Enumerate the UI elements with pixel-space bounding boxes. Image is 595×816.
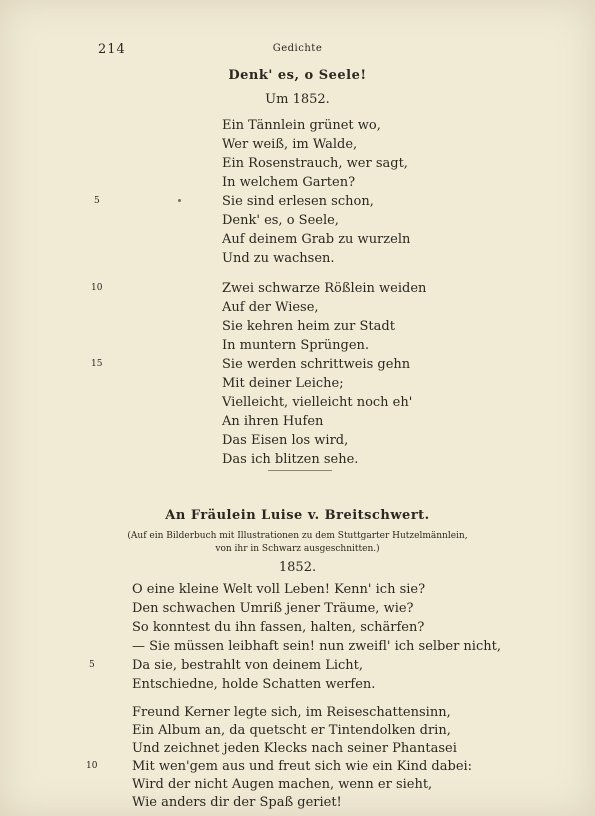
line-number: 5 [89, 660, 95, 670]
verse-line: Das ich blitzen sehe. [222, 452, 359, 467]
poem2-dedication-line1: (Auf ein Bilderbuch mit Illustrationen zu dem Stuttgarter Hutzelmännlein, [127, 531, 468, 541]
poem1-date: Um 1852. [265, 92, 330, 107]
poem1-title: Denk' es, o Seele! [228, 68, 367, 83]
verse-line: Denk' es, o Seele, [222, 213, 339, 228]
verse-line: In muntern Sprüngen. [222, 338, 370, 353]
verse-line: Freund Kerner legte sich, im Reiseschattensinn, [132, 705, 451, 720]
section-divider [268, 470, 332, 471]
verse-line: Wer weiß, im Walde, [222, 137, 358, 152]
verse-line: Ein Tännlein grünet wo, [222, 118, 381, 133]
print-speck [178, 199, 181, 202]
verse-line: Vielleicht, vielleicht noch eh' [222, 395, 413, 410]
line-number: 5 [94, 196, 100, 206]
poem2-date: 1852. [278, 560, 317, 575]
verse-line: Und zu wachsen. [222, 251, 335, 266]
poem2-title: An Fräulein Luise v. Breitschwert. [165, 508, 430, 523]
verse-line: Auf der Wiese, [222, 300, 319, 315]
verse-line: Da sie, bestrahlt von deinem Licht, [132, 658, 364, 673]
verse-line: Wie anders dir der Spaß geriet! [132, 795, 342, 810]
running-head: Gedichte [272, 43, 323, 54]
page-number: 214 [98, 42, 126, 57]
verse-line: Ein Rosenstrauch, wer sagt, [222, 156, 408, 171]
verse-line: An ihren Hufen [222, 414, 324, 429]
verse-line: Das Eisen los wird, [222, 433, 349, 448]
verse-line: O eine kleine Welt voll Leben! Kenn' ich sie? [132, 582, 426, 597]
line-number: 15 [91, 359, 103, 369]
verse-line: Sie sind erlesen schon, [222, 194, 374, 209]
verse-line: — Sie müssen leibhaft sein! nun zweifl' ich selber nicht, [132, 639, 501, 654]
verse-line: Ein Album an, da quetscht er Tintendolken drin, [132, 723, 451, 738]
verse-line: Und zeichnet jeden Klecks nach seiner Phantasei [132, 741, 457, 756]
line-number: 10 [91, 283, 103, 293]
verse-line: Entschiedne, holde Schatten werfen. [132, 677, 376, 692]
verse-line: Auf deinem Grab zu wurzeln [222, 232, 411, 247]
verse-line: Sie werden schrittweis gehn [222, 357, 411, 372]
verse-line: Zwei schwarze Rößlein weiden [222, 281, 427, 296]
verse-line: So konntest du ihn fassen, halten, schärfen? [132, 620, 425, 635]
poem2-dedication-line2: von ihr in Schwarz ausgeschnitten.) [215, 544, 380, 554]
verse-line: Wird der nicht Augen machen, wenn er sieht, [132, 777, 433, 792]
page-header [0, 42, 595, 56]
verse-line: Den schwachen Umriß jener Träume, wie? [132, 601, 414, 616]
verse-line: Sie kehren heim zur Stadt [222, 319, 395, 334]
verse-line: In welchem Garten? [222, 175, 356, 190]
line-number: 10 [86, 761, 98, 771]
verse-line: Mit wen'gem aus und freut sich wie ein Kind dabei: [132, 759, 473, 774]
verse-line: Mit deiner Leiche; [222, 376, 344, 391]
